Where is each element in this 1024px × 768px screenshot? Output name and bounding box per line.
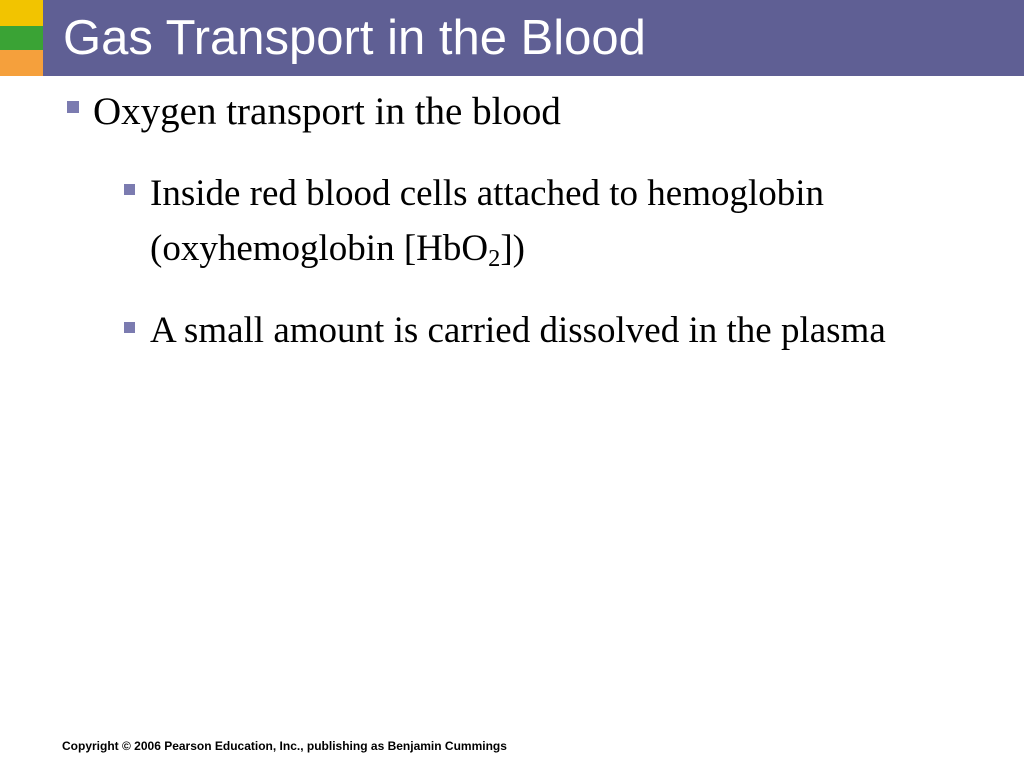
slide-title: Gas Transport in the Blood [63,11,646,65]
accent-stripe-green [0,26,43,50]
subscript-two: 2 [488,245,501,273]
accent-stripe-yellow [0,0,43,26]
title-bar [43,0,1024,76]
accent-stripe-orange [0,50,43,76]
sub-bullet-hemoglobin-closing: ]) [500,228,525,269]
sub-bullet-hemoglobin [150,166,970,276]
sub-bullet-square-icon [124,322,135,333]
bullet-oxygen-transport: Oxygen transport in the blood [93,90,561,133]
sub-bullet-plasma: A small amount is carried dissolved in the plasma [150,310,886,351]
bullet-square-icon [67,101,79,113]
sub-bullet-hemoglobin-text: Inside red blood cells attached to hemoglobin (oxyhemoglobin [HbO [150,173,825,269]
sub-bullet-square-icon [124,184,135,195]
copyright-footer: Copyright © 2006 Pearson Education, Inc., publishing as Benjamin Cummings [62,739,507,753]
